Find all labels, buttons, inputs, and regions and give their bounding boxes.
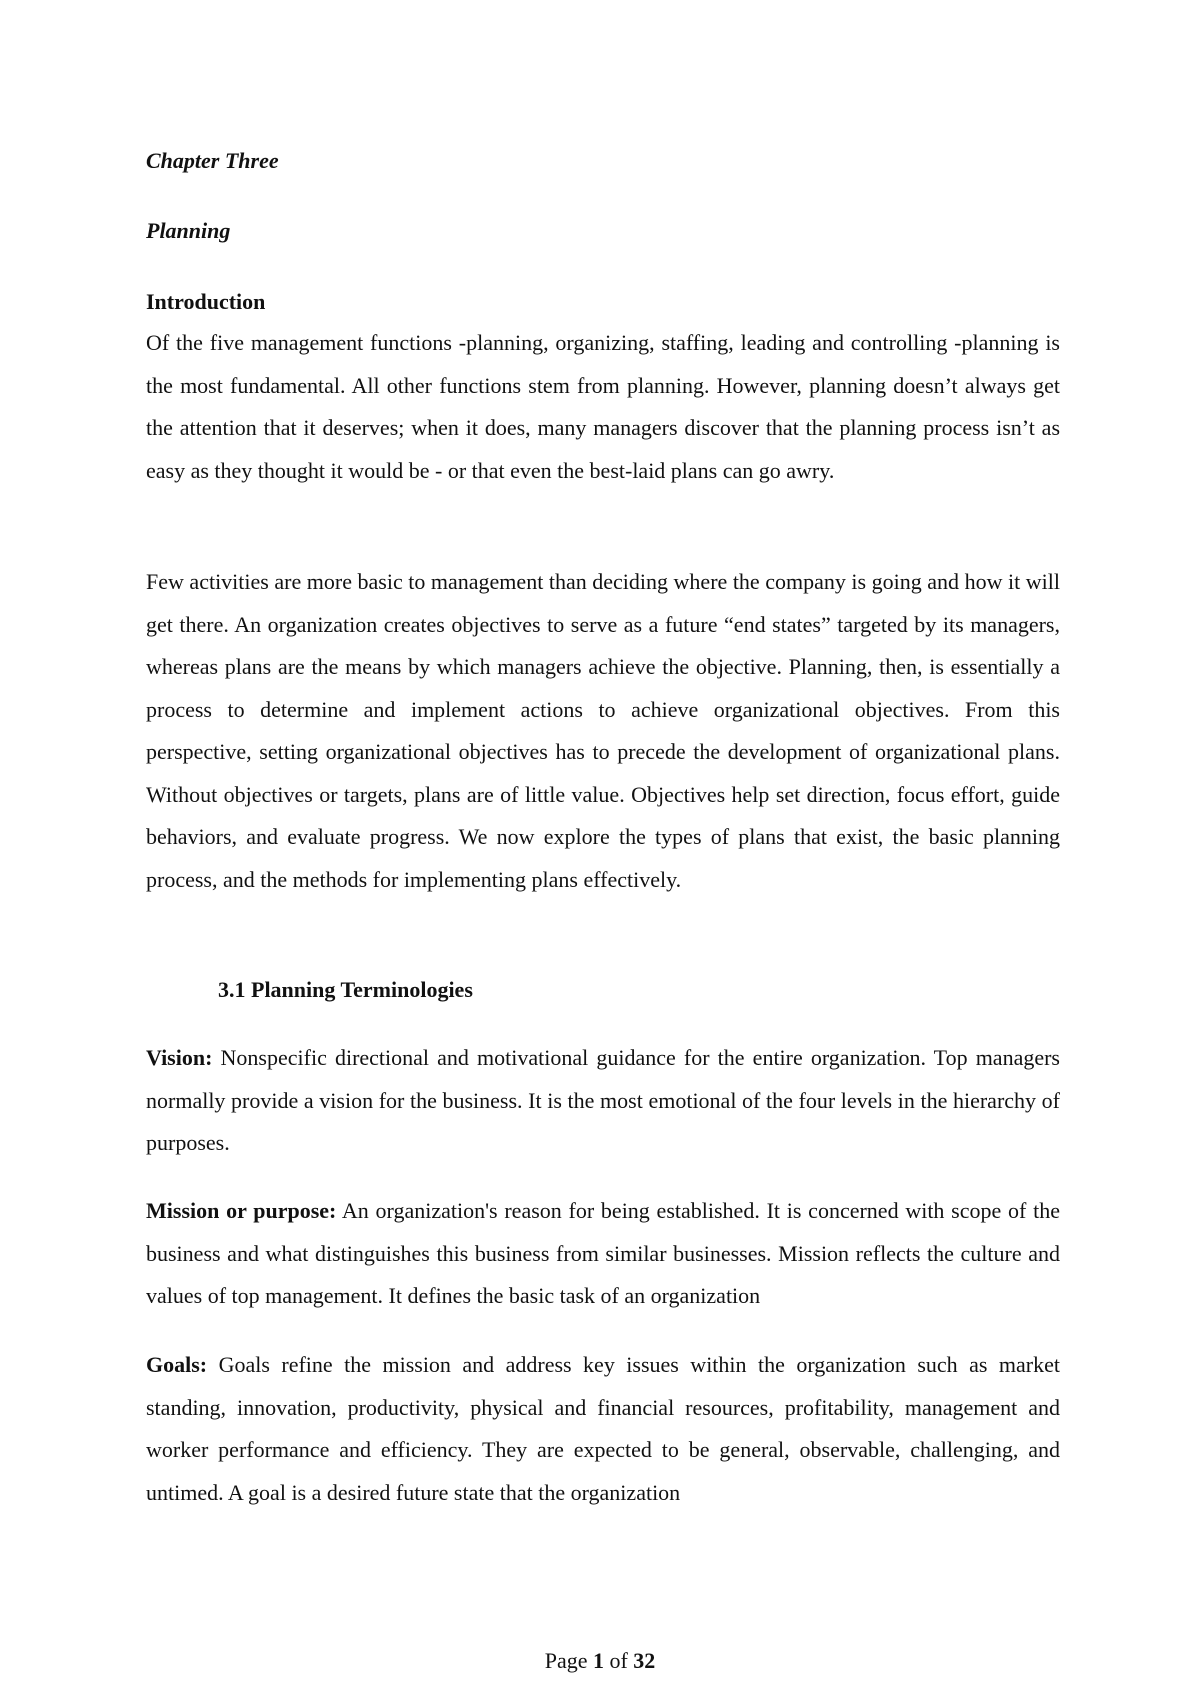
mission-text: An organization's reason for being established. It is concerned with scope of the business and what distinguishes this business from similar businesses. Mission reflects the culture and values of top management. It defines the basic task of an organization bbox=[146, 1198, 1060, 1308]
introduction-paragraph-1: Of the five management functions -planning, organizing, staffing, leading and controlling -planning is the most fundamental. All other functions stem from planning. However, planning doesn’t always get the attention that it deserves; when it does, many managers discover that the planning process isn’t as easy as they thought it would be - or that even the best-laid plans can go awry. bbox=[146, 330, 1060, 483]
mission-term: Mission or purpose: bbox=[146, 1198, 337, 1223]
page-footer bbox=[0, 1646, 1200, 1676]
of-word: of bbox=[609, 1648, 628, 1673]
goals-text: Goals refine the mission and address key issues within the organization such as market standing, innovation, productivity, physical and financial resources, profitability, management and worker performance and efficiency. They are expected to be general, observable, challenging, and untimed. A goal is a desired future state that the organization bbox=[146, 1352, 1060, 1505]
vision-text: Nonspecific directional and motivational guidance for the entire organization. Top managers normally provide a vision for the business. It is the most emotional of the four levels in the hierarchy of purposes. bbox=[146, 1045, 1060, 1155]
introduction-heading: Introduction bbox=[146, 289, 266, 314]
current-page-number: 1 bbox=[592, 1648, 604, 1673]
vision-term: Vision: bbox=[146, 1045, 213, 1070]
chapter-subtitle: Planning bbox=[146, 218, 231, 243]
goals-term: Goals: bbox=[146, 1352, 208, 1377]
introduction-paragraph-2: Few activities are more basic to management than deciding where the company is going and how it will get there. An organization creates objectives to serve as a future “end states” targeted by its managers, whereas plans are the means by which managers achieve the objective. Planning, then, is essentially a process to determine and implement actions to achieve organizational objectives. From this perspective, setting organizational objectives has to precede the development of organizational plans. Without objectives or targets, plans are of little value. Objectives help set direction, focus effort, guide behaviors, and evaluate progress. We now explore the types of plans that exist, the basic planning process, and the methods for implementing plans effectively. bbox=[146, 569, 1060, 892]
vision-paragraph bbox=[146, 1037, 1060, 1165]
mission-paragraph bbox=[146, 1190, 1060, 1318]
section-heading: 3.1 Planning Terminologies bbox=[218, 977, 473, 1002]
total-pages-number: 32 bbox=[633, 1648, 656, 1673]
chapter-title: Chapter Three bbox=[146, 148, 279, 173]
page-word: Page bbox=[544, 1648, 588, 1673]
goals-paragraph bbox=[146, 1344, 1060, 1514]
